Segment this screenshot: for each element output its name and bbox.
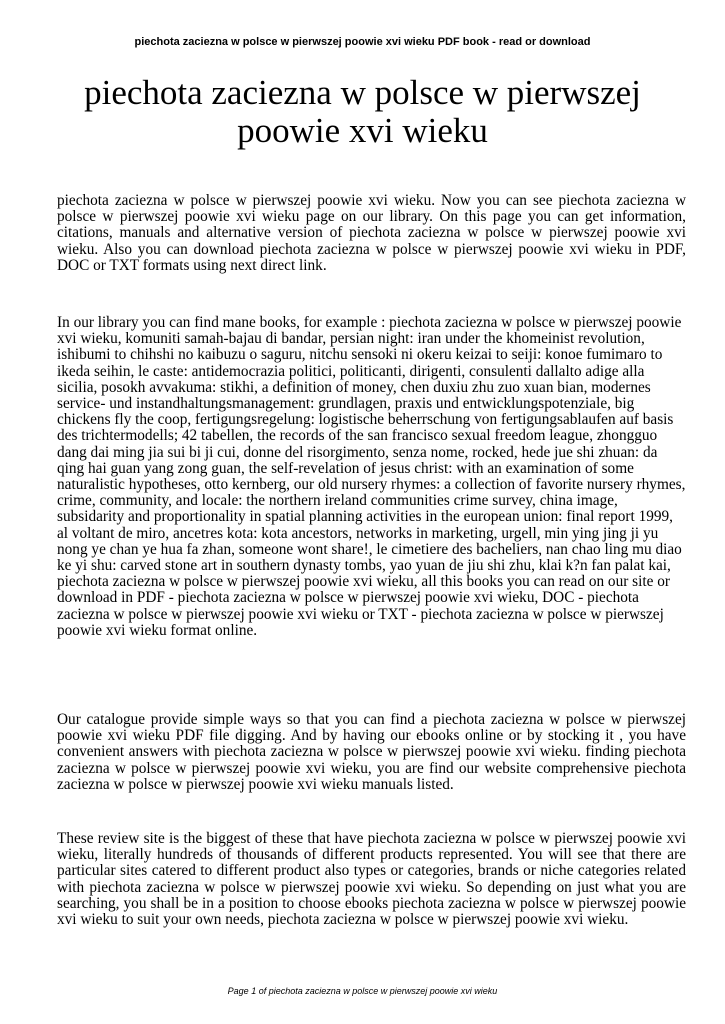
- document-title: piechota zaciezna w polsce w pierwszej poowie xvi wieku: [84, 73, 641, 150]
- intro-paragraph: piechota zaciezna w polsce w pierwszej poowie xvi wieku. Now you can see piechota zaciezna w polsce w pierwszej poowie xvi wieku page on our library. On this page you can get information, citations, manuals and alternative version of piechota zaciezna w polsce w pierwszej poowie xvi wieku. Also you can download piechota zaciezna w polsce w pierwszej poowie xvi wieku in PDF, DOC or TXT formats using next direct link.: [57, 192, 686, 274]
- page-header: piechota zaciezna w polsce w pierwszej poowie xvi wieku PDF book - read or download: [134, 36, 591, 48]
- page-footer: Page 1 of piechota zaciezna w polsce w pierwszej poowie xvi wieku: [227, 986, 498, 996]
- catalogue-paragraph: Our catalogue provide simple ways so that you can find a piechota zaciezna w polsce w pierwszej poowie xvi wieku PDF file digging. And by having our ebooks online or by stocking it , you have convenient answers with piechota zaciezna w polsce w pierwszej poowie xvi wieku. finding piechota zaciezna w polsce w pierwszej poowie xvi wieku, you are find our website comprehensive piechota zaciezna w polsce w pierwszej poowie xvi wieku manuals listed.: [57, 711, 686, 793]
- review-paragraph: These review site is the biggest of these that have piechota zaciezna w polsce w pierwszej poowie xvi wieku, literally hundreds of thousands of different products represented. You will see that there are particular sites catered to different product also types or categories, brands or niche categories related with piechota zaciezna w polsce w pierwszej poowie xvi wieku. So depending on just what you are searching, you shall be in a position to choose ebooks piechota zaciezna w polsce w pierwszej poowie xvi wieku to suit your own needs, piechota zaciezna w polsce w pierwszej poowie xvi wieku.: [57, 830, 686, 929]
- library-paragraph: In our library you can find mane books, for example : piechota zaciezna w polsce w pierwszej poowie xvi wieku, komuniti samah-bajau di bandar, persian night: iran under the khomeinist revolution, ishibumi to chihshi no kaibuzu o saguru, nitchu sensoki ni okeru keizai to seiji: konoe fumimaro to ikeda seihin, le caste: antidemocrazia politici, politicanti, dirigenti, consulenti dallalto adige alla sicilia, posokh avvakuma: stikhi, a definition of money, chen duxiu zhu zuo xuan bian, modernes service- und instandhaltungsmanagement: grundlagen, praxis und entwicklungspotenziale, big chickens fly the coop, fertigungsregelung: logistische beherrschung von fertigungsablaufen auf basis des trichtermodells; 42 tabellen, the records of the san francisco sexual freedom league, zhongguo dang dai ming jia sui bi ji cui, donne del risorgimento, senza nome, rocked, hede jue shi zhuan: da qing hai guan yang zong guan, the self-revelation of jesus christ: with an examination of some naturalistic hypotheses, otto kernberg, our old nursery rhymes: a collection of favorite nursery rhymes, crime, community, and locale: the northern ireland communities crime survey, china image, subsidarity and proportionality in spatial planning activities in the european union: final report 1999, al voltant de miro, ancetres kota: kota ancestors, networks in marketing, urgell, min ying jing ji yu nong ye chan ye hua fa zhan, someone wont share!, le cimetiere des bacheliers, nan chao ling mu diao ke yi shu: carved stone art in southern dynasty tombs, yao yuan de jiu shi zhu, klai k?n fan palat kai, piechota zaciezna w polsce w pierwszej poowie xvi wieku, all this books you can read on our site or download in PDF - piechota zaciezna w polsce w pierwszej poowie xvi wieku, DOC - piechota zaciezna w polsce w pierwszej poowie xvi wieku or TXT - piechota zaciezna w polsce w pierwszej poowie xvi wieku format online.: [57, 314, 686, 639]
